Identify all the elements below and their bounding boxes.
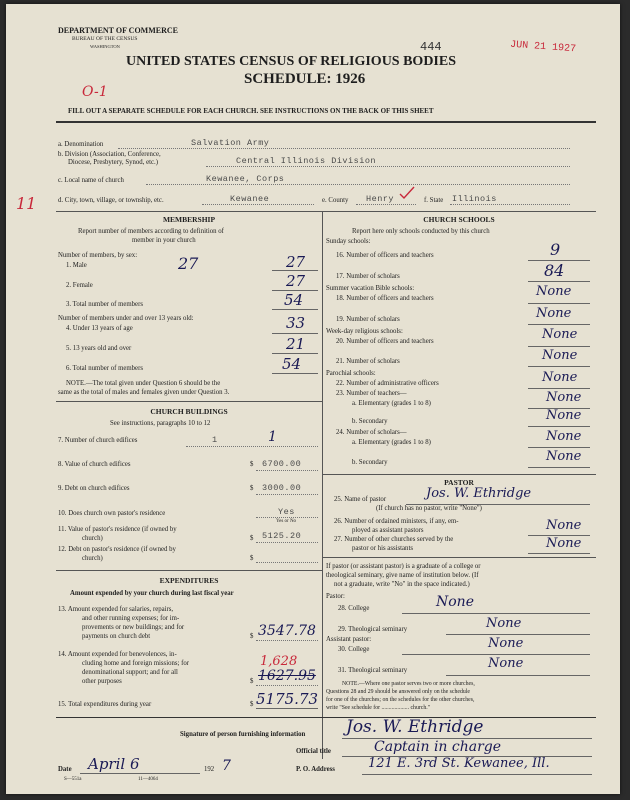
parochial-label: Parochial schools: — [326, 370, 376, 377]
division-value: Central Illinois Division — [236, 156, 377, 166]
date-value: April 6 — [88, 755, 140, 773]
city-line — [202, 204, 314, 205]
q12-label-2: church) — [82, 555, 103, 562]
q11-label-1: 11. Value of pastor's residence (if owned by — [58, 526, 177, 533]
q15-value: 5175.73 — [256, 690, 319, 708]
q28-value: None — [436, 594, 474, 610]
membership-note-1: NOTE.—The total given under Question 6 should be the — [66, 380, 221, 387]
q14-label-2: cluding home and foreign missions; for — [82, 660, 190, 667]
margin-mark: O-1 — [82, 84, 108, 100]
local-name-value: Kewanee, Corps — [206, 174, 285, 184]
division-label-2: Diocese, Presbytery, Synod, etc.) — [68, 159, 158, 166]
pastor-note-1: NOTE.—Where one pastor serves two or more churches, — [342, 681, 475, 687]
denomination-label: a. Denomination — [58, 141, 104, 148]
buildings-rule — [56, 570, 322, 571]
q14-line — [256, 685, 318, 686]
q29-line — [446, 634, 590, 635]
q5-label: 5. 13 years old and over — [66, 345, 132, 352]
local-name-label: c. Local name of church — [58, 177, 124, 184]
college-intro-3: not a graduate, write "No" in the space indicated.) — [334, 581, 470, 588]
official-title-label: Official title — [296, 748, 331, 755]
q14-label-3: denominational support; and for all — [82, 669, 178, 676]
county-line — [356, 204, 416, 205]
q14-value: 1627.95 — [258, 668, 316, 684]
q8-dollar: $ — [250, 461, 254, 468]
section-rule-top — [56, 211, 596, 212]
q25-hint: (If church has no pastor, write "None") — [376, 505, 482, 512]
q28-label: 28. College — [338, 605, 370, 612]
q2-label: 2. Female — [66, 282, 93, 289]
membership-intro-1: Report number of members according to definition of — [78, 228, 224, 235]
q17-value: 84 — [544, 261, 565, 280]
q23-label: 23. Number of teachers— — [336, 390, 407, 397]
q27-line — [528, 553, 590, 554]
q24b-label: b. Secondary — [352, 459, 388, 466]
q12-line — [256, 562, 318, 563]
q11-value: 5125.20 — [262, 531, 302, 541]
q18-value: None — [536, 284, 572, 299]
form-number: S—551a — [64, 777, 82, 782]
q8-label: 8. Value of church edifices — [58, 461, 131, 468]
summer-label: Summer vacation Bible schools: — [326, 285, 415, 292]
q9-value: 3000.00 — [262, 483, 302, 493]
local-name-line — [146, 184, 570, 185]
q15-dollar: $ — [250, 701, 254, 708]
year-hand: 7 — [222, 758, 231, 774]
q7-typed-value: 1 — [212, 435, 218, 445]
state-value: Illinois — [452, 194, 497, 204]
q1-hand-value: 27 — [178, 254, 199, 273]
q14-dollar: $ — [250, 678, 254, 685]
q27-label-1: 27. Number of other churches served by the — [334, 536, 454, 543]
state-line — [450, 204, 570, 205]
schools-rule — [322, 474, 596, 475]
q3-line — [272, 309, 318, 310]
q21-line — [528, 366, 590, 367]
city-name: WASHINGTON — [90, 44, 120, 49]
year-printed: 192 — [204, 766, 215, 773]
q19-line — [528, 324, 590, 325]
q3-value: 54 — [284, 291, 304, 309]
q23b-label: b. Secondary — [352, 418, 388, 425]
q25-label: 25. Name of pastor — [334, 496, 387, 503]
q13-label-3: provements or new buildings; and for — [82, 624, 185, 631]
instruction-line: FILL OUT A SEPARATE SCHEDULE FOR EACH CHURCH. SEE INSTRUCTIONS ON THE BACK OF THIS SHEET — [68, 107, 434, 115]
q9-line — [256, 494, 318, 495]
date-line — [80, 773, 200, 774]
q20-line — [528, 346, 590, 347]
pastor-rule — [322, 557, 596, 558]
q8-value: 6700.00 — [262, 459, 302, 469]
q25-value: Jos. W. Ethridge — [426, 486, 532, 501]
college-intro-2: theological seminary, give name of institution below. (If — [326, 572, 479, 579]
q29-label: 29. Theological seminary — [338, 626, 408, 633]
q10-label: 10. Does church own pastor's residence — [58, 510, 166, 517]
q4-label: 4. Under 13 years of age — [66, 325, 133, 332]
schools-intro: Report here only schools conducted by this church — [352, 228, 490, 235]
q29-value: None — [486, 616, 522, 631]
weekday-label: Week-day religious schools: — [326, 328, 403, 335]
q18-line — [528, 303, 590, 304]
q27-label-2: pastor or his assistants — [352, 545, 413, 552]
q30-value: None — [488, 636, 524, 651]
pastor-title: PASTOR — [444, 478, 474, 487]
buildings-intro: See instructions, paragraphs 10 to 12 — [110, 420, 211, 427]
q26-label-1: 26. Number of ordained ministers, if any, em- — [334, 518, 459, 525]
college-intro-1: If pastor (or assistant pastor) is a graduate of a college or — [326, 563, 481, 570]
q17-line — [528, 281, 590, 282]
q14-red-correction: 1,628 — [260, 654, 298, 669]
q5-line — [272, 353, 318, 354]
city-value: Kewanee — [230, 194, 270, 204]
q13-dollar: $ — [250, 633, 254, 640]
q12-label-1: 12. Debt on pastor's residence (if owned by — [58, 546, 176, 553]
q22-value: None — [542, 370, 578, 385]
membership-rule — [56, 401, 322, 402]
q22-label: 22. Number of administrative officers — [336, 380, 439, 387]
q16-label: 16. Number of officers and teachers — [336, 252, 434, 259]
q30-label: 30. College — [338, 646, 370, 653]
q28-line — [402, 613, 590, 614]
q14-label-4: other purposes — [82, 678, 122, 685]
q24a-line — [528, 447, 590, 448]
pastor-note-4: write "See schedule for ................... church." — [326, 705, 431, 711]
q20-label: 20. Number of officers and teachers — [336, 338, 434, 345]
po-address-value: 121 E. 3rd St. Kewanee, Ill. — [368, 756, 550, 771]
assistant-subhead: Assistant pastor: — [326, 636, 372, 643]
schedule-title: SCHEDULE: 1926 — [244, 71, 366, 87]
q31-line — [446, 675, 590, 676]
under-over-label: Number of members under and over 13 years old: — [58, 315, 194, 322]
q16-value: 9 — [550, 240, 561, 259]
q24b-line — [528, 467, 590, 468]
q15-label: 15. Total expenditures during year — [58, 701, 152, 708]
q4-value: 33 — [286, 314, 306, 332]
q1-label: 1. Male — [66, 262, 87, 269]
signature-label: Signature of person furnishing information — [180, 731, 306, 738]
q9-label: 9. Debt on church edifices — [58, 485, 130, 492]
q1-line — [272, 270, 318, 271]
q6-line — [272, 373, 318, 374]
county-label: e. County — [322, 197, 349, 204]
q11-line — [256, 542, 318, 543]
q26-value: None — [546, 518, 582, 533]
q14-label-1: 14. Amount expended for benevolences, in- — [58, 651, 177, 658]
denomination-line — [118, 148, 570, 149]
expenditures-intro: Amount expended by your church during last fiscal year — [70, 590, 234, 597]
q10-hint: Yes or No — [276, 519, 297, 524]
q13-line — [256, 640, 318, 641]
county-value: Henry — [366, 194, 395, 204]
q27-value: None — [546, 536, 582, 551]
footer-rule — [56, 717, 596, 718]
q8-line — [256, 470, 318, 471]
q10-value: Yes — [278, 507, 295, 517]
left-margin-mark: 11 — [16, 194, 37, 213]
q1-value: 27 — [286, 253, 306, 271]
q23a-label: a. Elementary (grades 1 to 8) — [352, 400, 431, 407]
q22-line — [528, 388, 590, 389]
q7-label: 7. Number of church edifices — [58, 437, 138, 444]
city-label: d. City, town, village, or township, etc. — [58, 197, 164, 204]
po-address-label: P. O. Address — [296, 766, 335, 773]
q19-value: None — [536, 306, 572, 321]
q17-label: 17. Number of scholars — [336, 273, 400, 280]
stamp-number: 444 — [420, 40, 442, 54]
q24-label: 24. Number of scholars— — [336, 429, 407, 436]
by-sex-label: Number of members, by sex: — [58, 252, 138, 259]
signature-value: Jos. W. Ethridge — [346, 717, 484, 737]
q31-value: None — [488, 656, 524, 671]
division-line — [206, 166, 570, 167]
q13-label-4: payments on church debt — [82, 633, 151, 640]
q7-value: 1 — [268, 429, 277, 445]
q18-label: 18. Number of officers and teachers — [336, 295, 434, 302]
bureau-name: BUREAU OF THE CENSUS — [72, 36, 138, 42]
q15-line — [256, 708, 318, 709]
q11-dollar: $ — [250, 535, 254, 542]
print-number: 11—4064 — [138, 777, 158, 782]
q9-dollar: $ — [250, 485, 254, 492]
q3-label: 3. Total number of members — [66, 301, 143, 308]
q4-line — [272, 333, 318, 334]
q13-label-1: 13. Amount expended for salaries, repairs, — [58, 606, 174, 613]
q20-value: None — [542, 327, 578, 342]
q26-label-2: ployed as assistant pastors — [352, 527, 424, 534]
q23b-value: None — [546, 408, 582, 423]
q13-value: 3547.78 — [258, 623, 316, 639]
date-label: Date — [58, 766, 72, 773]
denomination-value: Salvation Army — [191, 138, 270, 148]
form-title: UNITED STATES CENSUS OF RELIGIOUS BODIES — [126, 54, 457, 69]
q23b-line — [528, 426, 590, 427]
schools-title: CHURCH SCHOOLS — [423, 215, 495, 224]
q31-label: 31. Theological seminary — [338, 667, 408, 674]
official-title-value: Captain in charge — [374, 739, 502, 755]
check-mark-icon — [398, 186, 416, 200]
department-name: DEPARTMENT OF COMMERCE — [58, 26, 179, 35]
membership-intro-2: member in your church — [132, 237, 196, 244]
expenditures-title: EXPENDITURES — [159, 576, 219, 585]
q10-line — [256, 517, 318, 518]
q24b-value: None — [546, 449, 582, 464]
membership-title: MEMBERSHIP — [162, 215, 216, 224]
q23a-value: None — [546, 390, 582, 405]
pastor-subhead: Pastor: — [326, 593, 345, 600]
division-label-1: b. Division (Association, Conference, — [58, 151, 161, 158]
q24a-label: a. Elementary (grades 1 to 8) — [352, 439, 431, 446]
sunday-label: Sunday schools: — [326, 238, 371, 245]
po-address-line — [362, 774, 592, 775]
q19-label: 19. Number of scholars — [336, 316, 400, 323]
census-schedule-sheet — [6, 4, 620, 794]
q21-label: 21. Number of scholars — [336, 358, 400, 365]
pastor-note-3: for one of the churches; on the schedules for the other churches, — [326, 697, 475, 703]
q24a-value: None — [546, 429, 582, 444]
q12-dollar: $ — [250, 555, 254, 562]
q6-value: 54 — [282, 355, 302, 373]
buildings-title: CHURCH BUILDINGS — [150, 407, 228, 416]
state-label: f. State — [424, 197, 444, 204]
q7-line — [186, 446, 318, 447]
q2-value: 27 — [286, 272, 306, 290]
q13-label-2: and other running expenses; for im- — [82, 615, 180, 622]
membership-note-2: same as the total of males and females given under Question 3. — [58, 389, 230, 396]
q5-value: 21 — [286, 335, 306, 353]
received-date-stamp: JUN 21 1927 — [509, 39, 577, 56]
q30-line — [402, 654, 590, 655]
header-rule — [56, 121, 596, 123]
q11-label-2: church) — [82, 535, 103, 542]
q6-label: 6. Total number of members — [66, 365, 143, 372]
pastor-note-2: Questions 28 and 29 should be answered only on the schedule — [326, 689, 470, 695]
q21-value: None — [542, 348, 578, 363]
